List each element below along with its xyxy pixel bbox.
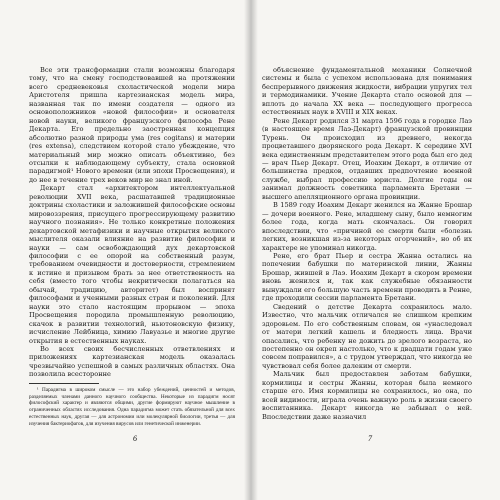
footnote-divider <box>29 383 99 384</box>
left-page-number: 6 <box>133 434 137 443</box>
book-gutter <box>244 0 258 500</box>
left-page <box>29 66 235 486</box>
right-paragraph-5: Сведений о детстве Декарта сохранилось мало. Известно, что мальчик отличался не слишком крепким здоровьем. По его собственным словам, он «унаследовал от матери легкий кашель и бледность лица. Врачи опасались, что ребенку не дожить до зрелого возраста, но постепенно он окреп настолько, что к двадцати годам уже совсем поправился», а с трудом утверждал, что никогда не чувствовал себя более далеким от смерти. <box>262 302 472 370</box>
right-paragraph-1: объяснение фундаментальной механики Солнечной системы и была с успехом использована для понимания беспрерывного движения жидкости, вибрации упругих тел и термодинамики. Учение Декарта стало основой для — вплоть до начала XX века — последующего прогресса естественных наук в XVIII и XIX веках. <box>262 66 472 117</box>
left-paragraph-3: Во всех своих бесчисленных ответвлениях и приложениях картезианская модель оказалась чрезвычайно успешной в самых различных областях. Она позволила всесторонне <box>29 344 235 379</box>
left-paragraph-1: Все эти трансформации стали возможны благодаря тому, что на смену господствовавшей на протяжении всего средневековья схоластической модели мира Аристотеля пришла картезианская модель мира, названная так по имени создателя — одного из основоположников «новой философии» и основателя новой науки, великого французского философа Рене Декарта. Его предельно заостренная концепция абсолютно разной природы ума (res cogitans) и материи (res extensa), следствием которой стало убеждение, что материальный мир можно описать объективно, без отсылки к наблюдающему субъекту, стала основной парадигмой¹ Нового времени (или эпохи Просвещения), и до нее в течение трех веков мир не знал иной. <box>29 66 235 184</box>
footnote: ¹ Парадигма в широком смысле — это набор убеждений, ценностей и методов, разделяемых членами данного научного сообщества. Некоторые из парадигм носят философский характер и являются общими, другие формируют научное мышление в ограниченных областях исследования. Одна парадигма может стать обязательной для всех естественных наук, другая — для астрономии или молекулярной биологии, третья — для изучения бактериофагов, для изучения вирусов или генетической инженерии. <box>29 386 235 427</box>
right-page <box>262 66 472 486</box>
right-paragraph-2: Рене Декарт родился 31 марта 1596 года в городке Лаэ (в настоящее время Лаэ-Декарт) французской провинции Турень. Он происходил из древнего, некогда процветавшего дворянского рода Декарт. К середине XVI века единственным представителем этого рода был его дед — врач Пьер Декарт. Отец, Иоахим Декарт, в отличие от большинства предков, отдавших предпочтение военной службе, выбрал профессию юриста. Долгие годы он занимал должность советника парламента Бретани — высшего апелляционного органа провинции. <box>262 116 472 201</box>
right-paragraph-6: Мальчик был предоставлен заботам бабушки, кормилицы и сестры Жанны, которая была немного старше его. Имя кормилицы не сохранилось, но она, по всей видимости, играла очень важную роль в жизни своего воспитанника. Декарт никогда не забывал о ней. Впоследствии даже назначил <box>262 370 472 421</box>
right-page-number: 7 <box>368 434 372 443</box>
left-paragraph-2: Декарт стал «архитектором интеллектуальной революции XVII века, расшатавшей традиционные доктрины схоластики и заложившей философские основы мировоззрения, присущего прогрессирующему развитию научного познания». Не только конкретные положения декартовской метафизики и научные открытия великого мыслителя оказали влияние на развитие философии и науки — сам освобождающий дух декартовской философии с ее опорой на собственный разум, требованием очевидности и достоверности, стремлением к истине и призывом брать за нее ответственность на себя (вместо того чтобы некритически полагаться на обычай, традицию, авторитет) был воспринят философами и ученными разных стран и поколений. Для науки это стало настоящим прорывом — эпоха Просвещения породила промышленную революцию, скачок в развитии технологий, ньютоновскую физику, исчисление Лейбница, химию Лавуазье и многие другие открытия в естественных науках. <box>29 184 235 345</box>
right-paragraph-4: Рене, его брат Пьер и сестра Жанна остались на попечении бабушки по материнской линии, Жанны Брошар, жившей в Лаэ. Иоахим Декарт в скором времени вновь женился и, так как служебные обязанности вынуждали его большую часть времени проводить в Ренне, где проходили сессии парламента Бретани. <box>262 251 472 303</box>
right-paragraph-3: В 1589 году Иоахим Декарт женился на Жанне Брошар — дочери военного. Рене, младшему сыну, было немногим более года, когда мать скончалась. Он говорил впоследствии, что «причиной ее смерти были «болезнь легких, возникшая из-за некоторых огорчений», но об их характере не упоминал никогда. <box>262 201 472 252</box>
